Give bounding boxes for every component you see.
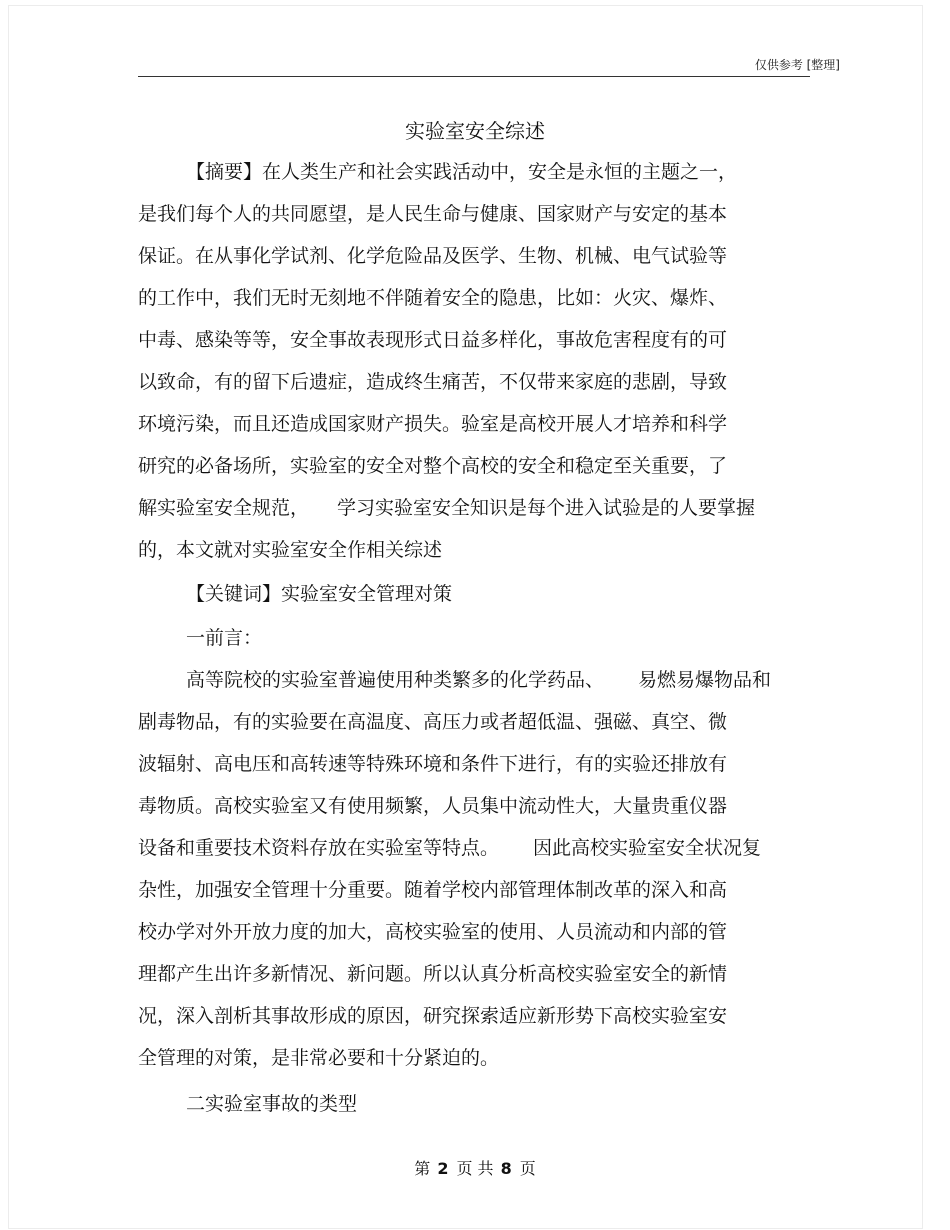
intro-line: 校办学对外开放力度的加大，高校实验室的使用、人员流动和内部的管 xyxy=(138,921,728,943)
keywords: 【关键词】实验室安全管理对策 xyxy=(186,583,453,605)
intro-line-part: 高等院校的实验室普遍使用种类繁多的化学药品、 xyxy=(186,669,605,691)
page-indicator-suffix: 页 xyxy=(519,1159,536,1178)
abstract-line: 以致命，有的留下后遗症，造成终生痛苦，不仅带来家庭的悲剧，导致 xyxy=(138,371,728,393)
intro-line: 理都产生出许多新情况、新问题。所以认真分析高校实验室安全的新情 xyxy=(138,963,728,985)
page-indicator xyxy=(0,1156,950,1179)
abstract-line: 环境污染，而且还造成国家财产损失。验室是高校开展人才培养和科学 xyxy=(138,413,728,435)
intro-line: 杂性，加强安全管理十分重要。随着学校内部管理体制改革的深入和高 xyxy=(138,879,728,901)
abstract-line: 是我们每个人的共同愿望，是人民生命与健康、国家财产与安定的基本 xyxy=(138,203,728,225)
intro-line xyxy=(138,836,761,860)
abstract-line xyxy=(138,496,755,520)
intro-line-part: 因此高校实验室安全状况复 xyxy=(533,837,762,859)
abstract-line: 的，本文就对实验室安全作相关综述 xyxy=(138,539,443,561)
abstract-line: 的工作中，我们无时无刻地不伴随着安全的隐患，比如：火灾、爆炸、 xyxy=(138,287,728,309)
header-label: 仅供参考 [整理] xyxy=(754,58,840,72)
intro-line-part: 易燃易爆物品和 xyxy=(638,669,772,691)
page-indicator-prefix: 第 xyxy=(414,1159,431,1178)
total-page-count: 8 xyxy=(500,1159,512,1178)
document-title: 实验室安全综述 xyxy=(405,119,545,143)
abstract-line: 中毒、感染等等，安全事故表现形式日益多样化，事故危害程度有的可 xyxy=(138,329,728,351)
section-heading: 一前言： xyxy=(186,627,263,649)
intro-line xyxy=(186,668,771,692)
abstract-line-part: 学习实验室安全知识是每个进入试验是的人要掌握 xyxy=(337,497,756,519)
intro-line: 况，深入剖析其事故形成的原因，研究探索适应新形势下高校实验室安 xyxy=(138,1005,728,1027)
intro-line: 毒物质。高校实验室又有使用频繁，人员集中流动性大，大量贵重仪器 xyxy=(138,795,728,817)
intro-line-part: 设备和重要技术资料存放在实验室等特点。 xyxy=(138,837,500,859)
intro-line: 剧毒物品，有的实验要在高温度、高压力或者超低温、强磁、真空、微 xyxy=(138,711,728,733)
header-rule xyxy=(138,76,810,77)
intro-line: 全管理的对策，是非常必要和十分紧迫的。 xyxy=(138,1047,500,1069)
intro-line: 波辐射、高电压和高转速等特殊环境和条件下进行，有的实验还排放有 xyxy=(138,753,728,775)
page-indicator-middle: 页 共 xyxy=(456,1159,494,1178)
abstract-line-part: 解实验室安全规范， xyxy=(138,497,310,519)
abstract-line: 研究的必备场所，实验室的安全对整个高校的安全和稳定至关重要，了 xyxy=(138,455,728,477)
abstract-line: 【摘要】在人类生产和社会实践活动中，安全是永恒的主题之一， xyxy=(186,161,738,183)
section-heading: 二实验室事故的类型 xyxy=(186,1093,358,1115)
abstract-line: 保证。在从事化学试剂、化学危险品及医学、生物、机械、电气试验等 xyxy=(138,245,728,267)
current-page-number: 2 xyxy=(437,1159,449,1178)
